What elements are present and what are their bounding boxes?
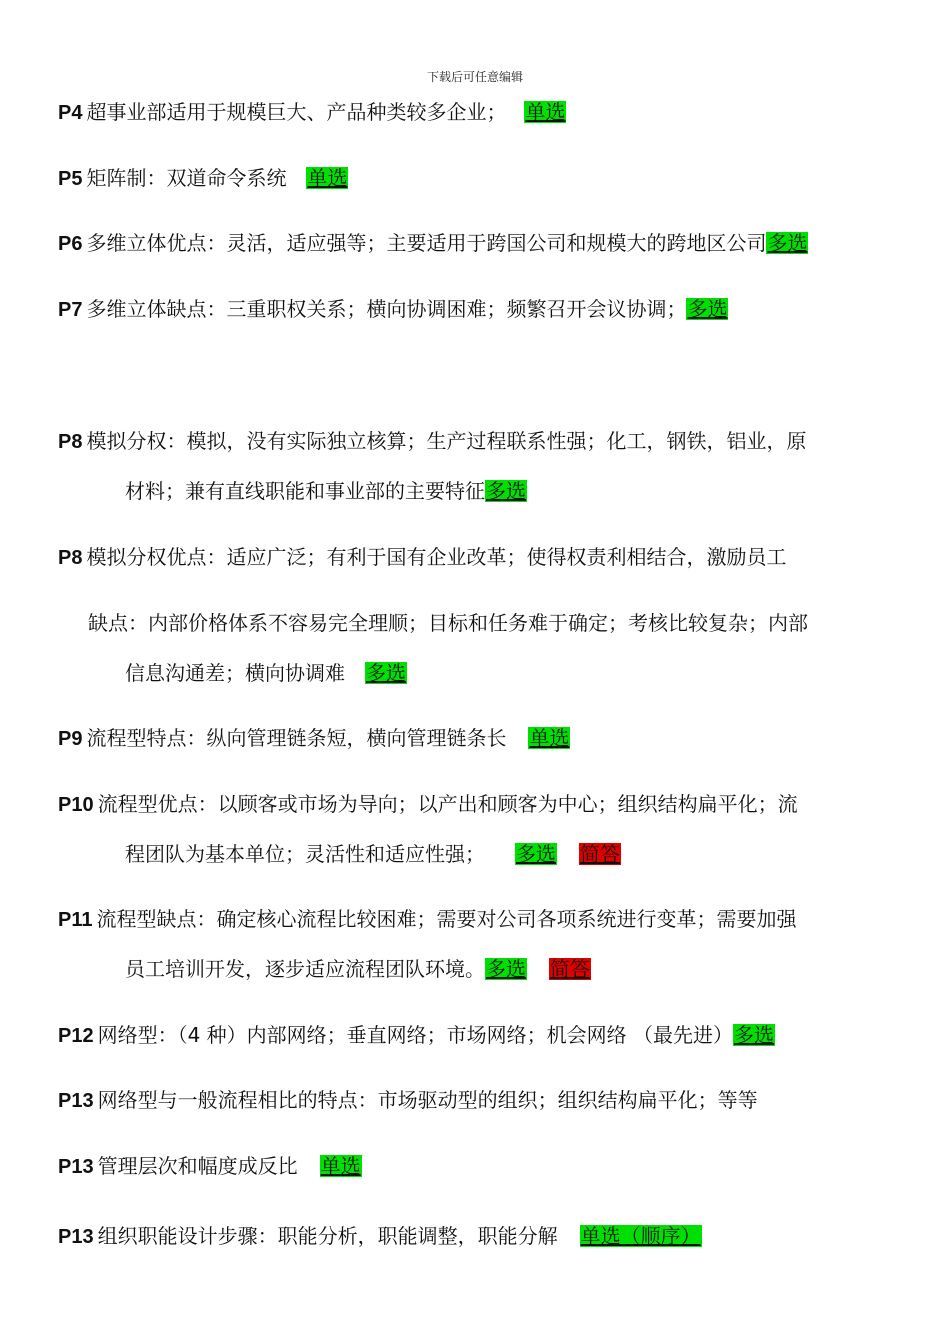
- line-text: 模拟分权：模拟，没有实际独立核算；生产过程联系性强；化工，钢铁，铝业，原: [86, 429, 807, 453]
- line-text: 多维立体缺点：三重职权关系；横向协调困难；频繁召开会议协调；: [86, 297, 687, 321]
- line-code: P7: [58, 299, 83, 321]
- line-code: P13: [58, 1156, 94, 1178]
- line-code: P10: [58, 794, 94, 816]
- line-p13-a: [58, 1086, 758, 1115]
- line-text: 多维立体优点：灵活，适应强等；主要适用于跨国公司和规模大的跨地区公司: [86, 231, 767, 255]
- line-p9: [58, 724, 570, 753]
- tag-short-answer: 简答: [550, 957, 590, 981]
- line-text: 矩阵制：双道命令系统: [86, 166, 287, 190]
- line-p8-b-cons-cont: [125, 659, 407, 687]
- tag-single-choice-order: 单选（顺序）: [580, 1224, 701, 1248]
- tag-single-choice: 单选: [529, 726, 570, 750]
- line-text: 员工培训开发，逐步适应流程团队环境。: [125, 957, 485, 981]
- line-p13-c: [58, 1222, 702, 1251]
- line-text: 流程型缺点：确定核心流程比较困难；需要对公司各项系统进行变革；需要加强: [96, 907, 797, 931]
- line-text: 程团队为基本单位；灵活性和适应性强；: [125, 842, 485, 866]
- line-text: 流程型优点：以顾客或市场为导向；以产出和顾客为中心；组织结构扁平化；流: [97, 792, 798, 816]
- line-text: 流程型特点：纵向管理链条短，横向管理链条长: [86, 726, 507, 750]
- line-p13-b: [58, 1152, 362, 1181]
- tag-multi-choice: 多选: [486, 479, 526, 503]
- tag-multi-choice: 多选: [687, 297, 728, 321]
- line-p11: [58, 905, 796, 934]
- line-text: 材料；兼有直线职能和事业部的主要特征: [125, 479, 485, 503]
- line-code: P5: [58, 168, 83, 190]
- line-p7: [58, 295, 728, 324]
- tag-multi-choice: 多选: [767, 231, 808, 255]
- line-code: P8: [58, 547, 83, 569]
- line-p5: [58, 164, 348, 193]
- page-header: 下载后可任意编辑: [426, 70, 523, 84]
- line-p8-b: [58, 543, 786, 572]
- tag-multi-choice: 多选: [366, 661, 406, 685]
- line-code: P13: [58, 1090, 94, 1112]
- line-text: 网络型与一般流程相比的特点：市场驱动型的组织；组织结构扁平化；等等: [97, 1088, 758, 1112]
- line-p8-a-cont: [125, 477, 527, 505]
- line-p11-cont: [125, 955, 591, 983]
- line-text: 超事业部适用于规模巨大、产品种类较多企业；: [86, 100, 507, 124]
- tag-single-choice: 单选: [320, 1154, 361, 1178]
- line-p4: [58, 98, 566, 127]
- line-code: P13: [58, 1226, 94, 1248]
- line-code: P11: [58, 909, 93, 931]
- tag-multi-choice: 多选: [734, 1023, 775, 1047]
- line-text: 管理层次和幅度成反比: [97, 1154, 298, 1178]
- line-code: P12: [58, 1025, 94, 1047]
- line-code: P4: [58, 102, 83, 124]
- line-text: 缺点：内部价格体系不容易完全理顺；目标和任务难于确定；考核比较复杂；内部: [88, 611, 808, 635]
- line-code: P8: [58, 431, 83, 453]
- tag-single-choice: 单选: [307, 166, 348, 190]
- line-text: 网络型：（4 种）内部网络；垂直网络；市场网络；机会网络 （最先进）: [97, 1023, 734, 1047]
- line-p8-a: [58, 427, 806, 456]
- tag-short-answer: 简答: [580, 842, 620, 866]
- line-p12: [58, 1021, 775, 1050]
- tag-single-choice: 单选: [525, 100, 566, 124]
- tag-multi-choice: 多选: [516, 842, 556, 866]
- line-p6: [58, 229, 808, 258]
- line-p10: [58, 790, 798, 819]
- line-p8-b-cons: [88, 609, 808, 637]
- line-code: P9: [58, 728, 83, 750]
- line-text: 信息沟通差；横向协调难: [125, 661, 345, 685]
- line-text: 模拟分权优点：适应广泛；有利于国有企业改革；使得权责利相结合，激励员工: [86, 545, 787, 569]
- line-p10-cont: [125, 840, 621, 868]
- tag-multi-choice: 多选: [486, 957, 526, 981]
- line-code: P6: [58, 233, 83, 255]
- line-text: 组织职能设计步骤：职能分析，职能调整，职能分解: [97, 1224, 558, 1248]
